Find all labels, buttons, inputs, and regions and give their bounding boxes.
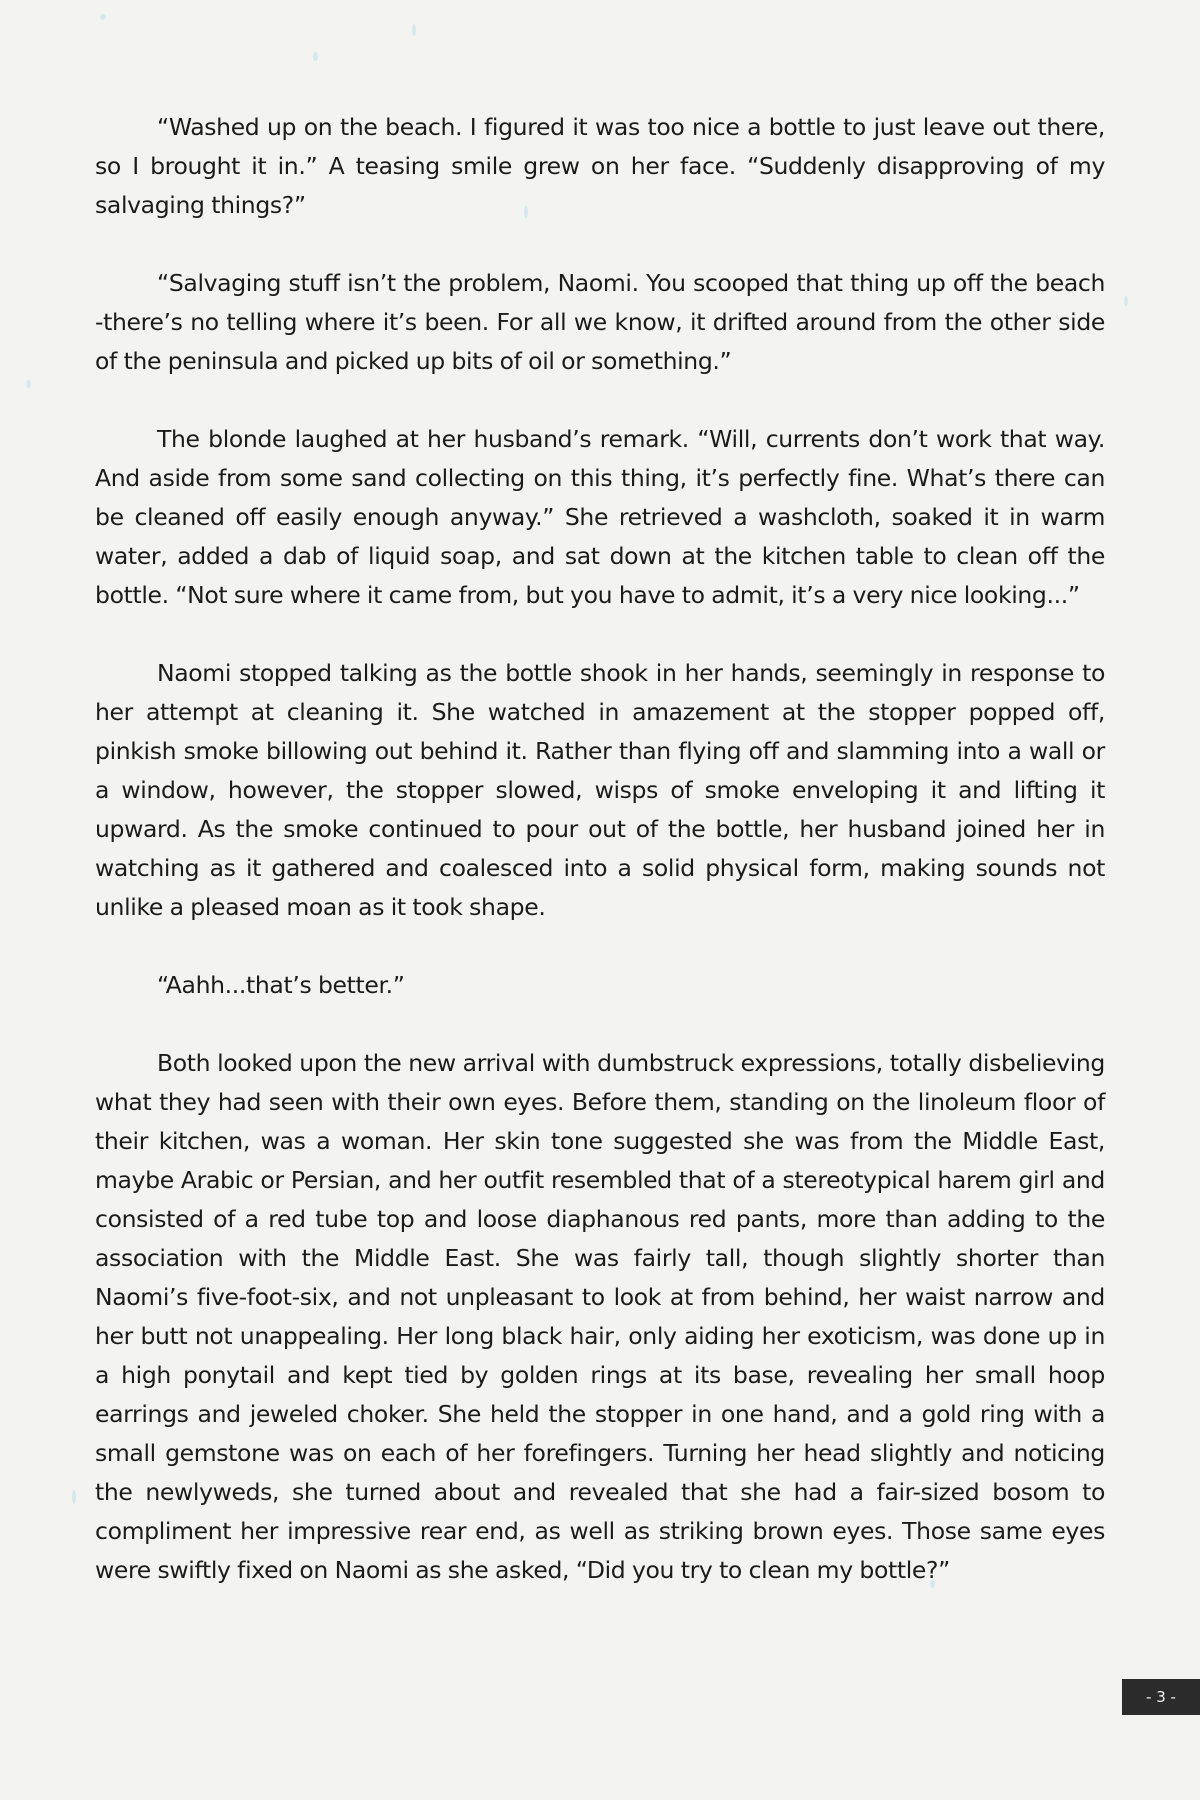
paper-speck — [1124, 296, 1128, 306]
paper-speck — [72, 1490, 76, 1504]
page-number: - 3 - — [1122, 1679, 1200, 1715]
paragraph: Naomi stopped talking as the bottle shook in her hands, seemingly in response to her attempt at cleaning it. She watched in amazement at the stopper popped off, pinkish smoke billowing out behind it. Rather than flying off and slamming into a wall or a window, however, the stopper slowed, wisps of smoke enveloping it and lifting it upward. As the smoke continued to pour out of the bottle, her husband joined her in watching as it gathered and coalesced into a solid physical form, making sounds not unlike a pleased moan as it took shape. — [95, 659, 1105, 921]
paragraph: Both looked upon the new arrival with dumbstruck expressions, totally disbelieving what they had seen with their own eyes. Before them, standing on the linoleum floor of their kitchen, was a woman. Her skin tone suggested she was from the Middle East, maybe Arabic or Persian, and her outfit resembled that of a stereotypical harem girl and consisted of a red tube top and loose diaphanous red pants, more than adding to the association with the Middle East. She was fairly tall, though slightly shorter than Naomi’s five-foot-six, and not unpleasant to look at from behind, her waist narrow and her butt not unappealing. Her long black hair, only aiding her exoticism, was done up in a high ponytail and kept tied by golden rings at its base, revealing her small hoop earrings and jeweled choker. She held the stopper in one hand, and a gold ring with a small gemstone was on each of her forefingers. Turning her head slightly and noticing the newlyweds, she turned about and revealed that she had a fair-sized bosom to compliment her impressive rear end, as well as striking brown eyes. Those same eyes were swiftly fixed on Naomi as she asked, “Did you try to clean my bottle?” — [95, 1049, 1105, 1584]
body-text — [95, 108, 1105, 1629]
paper-speck — [412, 24, 416, 36]
paragraph: “Salvaging stuff isn’t the problem, Naomi. You scooped that thing up off the beach -there’s no telling where it’s been. For all we know, it drifted around from the other side of the peninsula and picked up bits of oil or something.” — [95, 269, 1105, 375]
paragraph: “Washed up on the beach. I figured it was too nice a bottle to just leave out there, so I brought it in.” A teasing smile grew on her face. “Suddenly disapproving of my salvaging things?” — [95, 113, 1105, 219]
paragraph: The blonde laughed at her husband’s remark. “Will, currents don’t work that way. And aside from some sand collecting on this thing, it’s perfectly fine. What’s there can be cleaned off easily enough anyway.” She retrieved a washcloth, soaked it in warm water, added a dab of liquid soap, and sat down at the kitchen table to clean off the bottle. “Not sure where it came from, but you have to admit, it’s a very nice looking...” — [95, 425, 1105, 609]
paper-speck — [313, 52, 318, 61]
paper-speck — [26, 380, 31, 388]
paragraph: “Aahh...that’s better.” — [157, 971, 405, 999]
paper-speck — [100, 14, 106, 20]
